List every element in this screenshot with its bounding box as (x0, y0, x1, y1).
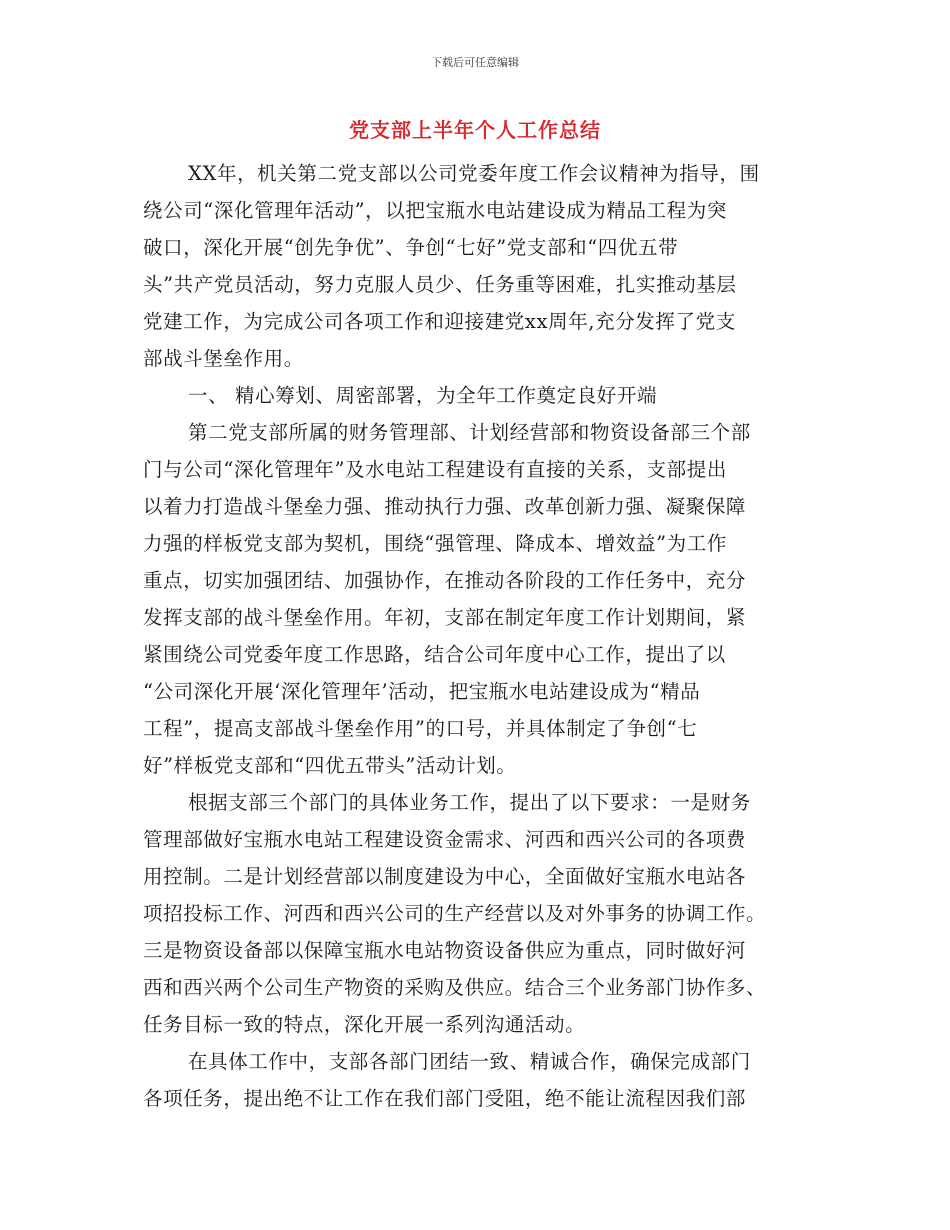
section-heading: 一、 精心筹划、周密部署，为全年工作奠定良好开端 (188, 384, 658, 407)
paragraph-line: 力强的样板党支部为契机，围绕“强管理、降成本、增效益”为工作 (143, 532, 727, 555)
paragraph-line: 三是物资设备部以保障宝瓶水电站物资设备供应为重点，同时做好河 (143, 939, 747, 962)
document-title: 党支部上半年个人工作总结 (349, 118, 601, 142)
paragraph-line: 党建工作，为完成公司各项工作和迎接建党xx周年,充分发挥了党支 (143, 310, 736, 333)
paragraph-line: 门与公司“深化管理年”及水电站工程建设有直接的关系，支部提出 (143, 458, 727, 481)
paragraph-line: 管理部做好宝瓶水电站工程建设资金需求、河西和西兴公司的各项费 (143, 828, 747, 851)
paragraph-line: 发挥支部的战斗堡垒作用。年初，支部在制定年度工作计划期间，紧 (143, 606, 747, 629)
paragraph-line: 工程”，提高支部战斗堡垒作用”的口号，并具体制定了争创“七 (143, 717, 698, 740)
paragraph-line: 各项任务，提出绝不让工作在我们部门受阻，绝不能让流程因我们部 (143, 1087, 747, 1110)
paragraph-line: 以着力打造战斗堡垒力强、推动执行力强、改革创新力强、凝聚保障 (143, 495, 747, 518)
paragraph-line: 部战斗堡垒作用。 (143, 347, 304, 370)
paragraph-line: 破口，深化开展“创先争优”、争创“七好”党支部和“四优五带 (143, 236, 679, 259)
paragraph-line: 第二党支部所属的财务管理部、计划经营部和物资设备部三个部 (188, 421, 751, 444)
paragraph-line: 项招投标工作、河西和西兴公司的生产经营以及对外事务的协调工作。 (143, 902, 767, 925)
paragraph-line: 在具体工作中，支部各部门团结一致、精诚合作，确保完成部门 (188, 1050, 751, 1073)
paragraph-line: XX年，机关第二党支部以公司党委年度工作会议精神为指导，围 (188, 162, 760, 185)
paragraph-line: “公司深化开展‘深化管理年’活动，把宝瓶水电站建设成为“精品 (143, 680, 701, 703)
paragraph-line: 重点，切实加强团结、加强协作，在推动各阶段的工作任务中，充分 (143, 569, 747, 592)
paragraph-line: 用控制。二是计划经营部以制度建设为中心，全面做好宝瓶水电站各 (143, 865, 747, 888)
header-note: 下载后可任意编辑 (431, 56, 519, 69)
paragraph-line: 任务目标一致的特点，深化开展一系列沟通活动。 (143, 1013, 586, 1036)
paragraph-line: 紧围绕公司党委年度工作思路，结合公司年度中心工作，提出了以 (143, 643, 726, 666)
paragraph-line: 西和西兴两个公司生产物资的采购及供应。结合三个业务部门协作多、 (143, 976, 767, 999)
paragraph-line: 头”共产党员活动，努力克服人员少、任务重等困难，扎实推动基层 (143, 273, 737, 296)
paragraph-line: 根据支部三个部门的具体业务工作，提出了以下要求：一是财务 (188, 791, 751, 814)
paragraph-line: 绕公司“深化管理年活动”，以把宝瓶水电站建设成为精品工程为突 (143, 199, 727, 222)
paragraph-line: 好”样板党支部和“四优五带头”活动计划。 (143, 754, 517, 777)
